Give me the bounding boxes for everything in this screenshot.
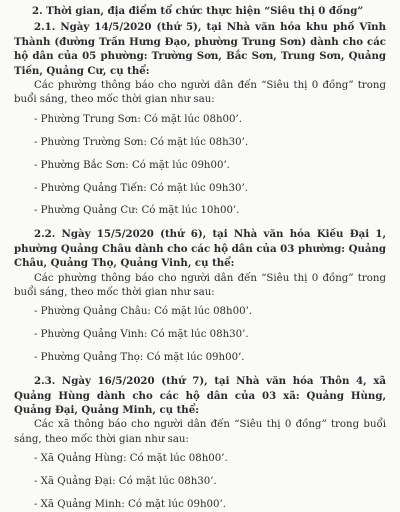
list-item: - Phường Quảng Tiến: Có mặt lúc 09h30’. bbox=[34, 182, 248, 194]
subsection-intro-2-3: Các xã thông báo cho người dân đến “Siêu thị 0 đồng” trong buổi sáng, theo mốc thời gian như sau: bbox=[14, 419, 386, 445]
subsection-title-2-2: 2.2. Ngày 15/5/2020 (thứ 6), tại Nhà văn hóa Kiều Đại 1, phường Quảng Châu dành cho các hộ dân của 03 phường: Quảng Châu, Quảng Thọ, Quảng Vinh, cụ thể: bbox=[14, 228, 386, 270]
list-item: - Phường Trung Sơn: Có mặt lúc 08h00’. bbox=[34, 113, 242, 125]
list-item: - Xã Quảng Hùng: Có mặt lúc 08h00’. bbox=[34, 453, 228, 465]
subsection-title-2-3: 2.3. Ngày 16/5/2020 (thứ 7), tại Nhà văn hóa Thôn 4, xã Quảng Hùng dành cho các hộ dân của 03 xã: Quảng Hùng, Quảng Đại, Quảng Minh, cụ thể: bbox=[14, 375, 386, 416]
list-item: - Phường Quảng Châu: Có mặt lúc 08h00’. bbox=[34, 306, 253, 318]
section-heading: 2. Thời gian, địa điểm tổ chức thực hiện “Siêu thị 0 đồng” bbox=[32, 5, 364, 17]
list-item: - Phường Quảng Thọ: Có mặt lúc 09h00’. bbox=[34, 352, 245, 364]
list-item: - Xã Quảng Đại: Có mặt lúc 08h30’. bbox=[34, 476, 217, 488]
subsection-title-2-1: 2.1. Ngày 14/5/2020 (thứ 5), tại Nhà văn hóa khu phố Vĩnh Thành (đường Trần Hưng Đạo, phường Trung Sơn) dành cho các hộ dân của 05 phường: Trường Sơn, Bắc Sơn, Trung Sơn, Quảng Tiến, Quảng Cư, cụ thể: bbox=[14, 21, 386, 77]
list-item: - Phường Trường Sơn: Có mặt lúc 08h30’. bbox=[34, 136, 249, 148]
list-item: - Phường Quảng Vinh: Có mặt lúc 08h30’. bbox=[34, 329, 249, 341]
subsection-intro-2-2: Các phường thông báo cho người dân đến “Siêu thị 0 đồng” trong buổi sáng, theo mốc thời gian như sau: bbox=[14, 272, 386, 298]
list-item: - Phường Quảng Cư: Có mặt lúc 10h00’. bbox=[34, 205, 240, 217]
list-item: - Phường Bắc Sơn: Có mặt lúc 09h00’. bbox=[34, 159, 230, 171]
subsection-intro-2-1: Các phường thông báo cho người dân đến “Siêu thị 0 đồng” trong buổi sáng, theo mốc thời gian như sau: bbox=[14, 80, 386, 106]
list-item: - Xã Quảng Minh: Có mặt lúc 09h00’. bbox=[34, 498, 226, 510]
